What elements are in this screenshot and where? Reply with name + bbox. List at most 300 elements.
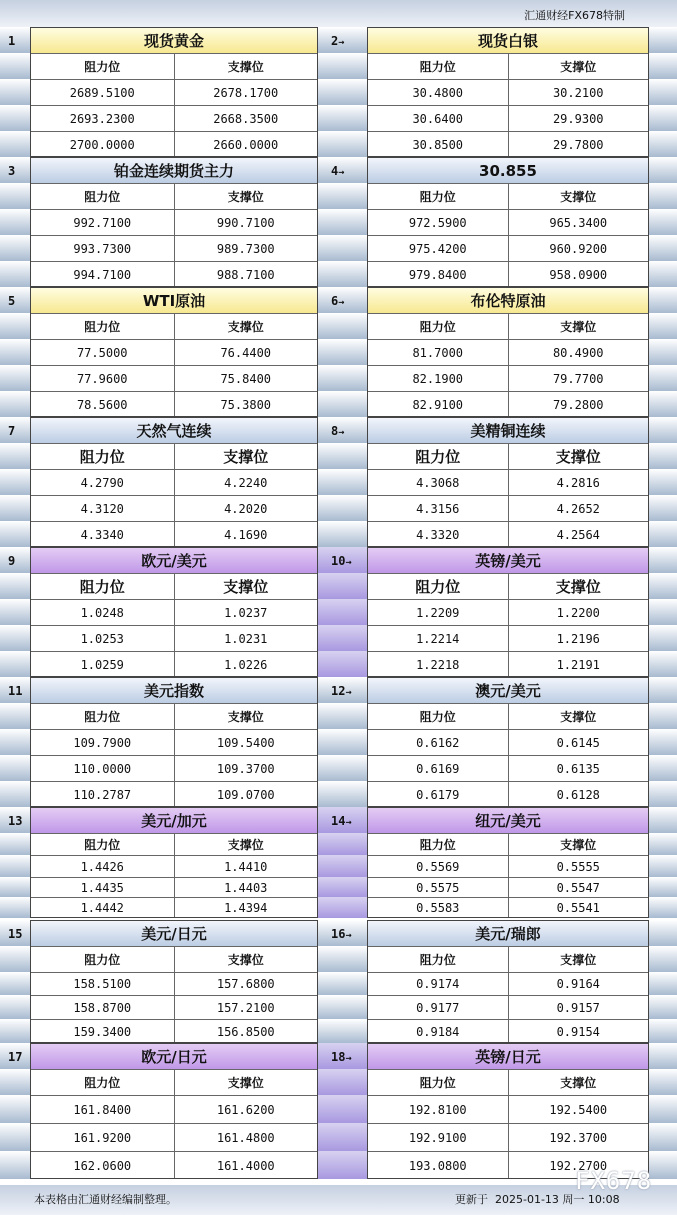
table-row (368, 995, 648, 1019)
panel-9 (30, 547, 318, 677)
panel-title: 美精铜连续 (368, 417, 648, 443)
table-row (31, 651, 317, 677)
support-label: 支撑位 (508, 1070, 649, 1095)
support-value: 1.2191 (508, 652, 649, 677)
resistance-value: 0.9174 (416, 977, 460, 991)
resistance-label: 阻力位 (419, 710, 456, 724)
gutter-cell (0, 53, 30, 79)
gutter-cell (317, 365, 367, 391)
support-value: 157.6800 (174, 973, 318, 995)
panel-number (331, 684, 351, 698)
gutter-cell (649, 833, 677, 855)
gutter-cell (317, 946, 367, 972)
gutter-cell (0, 443, 30, 469)
gutter-cell (0, 599, 30, 625)
table-row (31, 261, 317, 287)
gutter-cell (0, 833, 30, 855)
panel-title: 现货白银 (368, 27, 648, 53)
support-value: 75.3800 (174, 392, 318, 417)
gutter-cell (649, 1095, 677, 1123)
support-label: 支撑位 (174, 704, 318, 729)
gutter-cell (649, 599, 677, 625)
table-row (31, 131, 317, 157)
support-label: 支撑位 (508, 574, 649, 599)
gutter-cell (649, 729, 677, 755)
resistance-value: 78.5600 (76, 397, 128, 412)
resistance-value: 109.7900 (73, 735, 132, 750)
resistance-value: 162.0600 (73, 1158, 132, 1173)
resistance-value: 81.7000 (412, 345, 464, 360)
table-row (31, 495, 317, 521)
panel-number (331, 927, 351, 941)
support-value: 75.8400 (174, 366, 318, 391)
support-value: 29.9300 (508, 106, 649, 131)
support-label: 支撑位 (174, 184, 318, 209)
resistance-value: 30.8500 (412, 137, 464, 152)
gutter-cell (649, 1069, 677, 1095)
resistance-value: 1.4442 (80, 901, 124, 915)
gutter-cell (649, 1151, 677, 1179)
support-label: 支撑位 (508, 184, 649, 209)
panel-number (8, 164, 15, 178)
table-row (368, 261, 648, 287)
table-row (31, 1151, 317, 1179)
gutter-cell (0, 781, 30, 807)
resistance-label: 阻力位 (84, 953, 121, 967)
support-label: 支撑位 (508, 834, 649, 855)
table-row (31, 1019, 317, 1043)
resistance-value: 4.3340 (80, 527, 124, 542)
panel-title: 澳元/美元 (368, 677, 648, 703)
gutter-cell (649, 946, 677, 972)
panel-10 (367, 547, 649, 677)
panel-number-text: 3 (8, 164, 16, 178)
table-row (368, 391, 648, 417)
resistance-value: 0.6162 (416, 735, 460, 750)
table-row (31, 1095, 317, 1123)
gutter-cell (649, 1123, 677, 1151)
label-row (31, 183, 317, 209)
gutter-cell (317, 53, 367, 79)
panel-18 (367, 1043, 649, 1179)
left-gutter (0, 27, 30, 1181)
resistance-label: 阻力位 (84, 1076, 121, 1090)
panel-14 (367, 807, 649, 918)
resistance-value: 2689.5100 (69, 85, 135, 100)
support-value: 4.2652 (508, 496, 649, 521)
resistance-label: 阻力位 (419, 190, 456, 204)
gutter-cell (317, 235, 367, 261)
table-row (368, 781, 648, 807)
table-row (368, 209, 648, 235)
gutter-cell (649, 183, 677, 209)
support-value: 0.5555 (508, 856, 649, 877)
support-value: 990.7100 (174, 210, 318, 235)
table-row (31, 339, 317, 365)
gutter-cell (649, 27, 677, 53)
panel-4 (367, 157, 649, 287)
gutter-cell (649, 339, 677, 365)
panel-number-text: 5 (8, 294, 16, 308)
panel-number (8, 684, 22, 698)
panel-title: 美元/瑞郎 (368, 920, 648, 946)
panel-5 (30, 287, 318, 417)
table-row (31, 781, 317, 807)
resistance-value: 192.8100 (408, 1102, 467, 1117)
panel-8 (367, 417, 649, 547)
gutter-cell (0, 105, 30, 131)
panel-number (331, 294, 344, 308)
gutter-cell (317, 625, 367, 651)
label-row (368, 1069, 648, 1095)
panel-15 (30, 920, 318, 1043)
panel-number-text: 1 (8, 34, 16, 48)
gutter-cell (317, 469, 367, 495)
table-row (31, 521, 317, 547)
panel-number-text: 8 (331, 424, 339, 438)
panel-number (331, 554, 351, 568)
support-value: 2660.0000 (174, 132, 318, 157)
resistance-value: 4.3156 (416, 501, 460, 516)
panel-title: 英镑/日元 (368, 1043, 648, 1069)
gutter-cell (0, 573, 30, 599)
support-label: 支撑位 (508, 314, 649, 339)
resistance-value: 193.0800 (408, 1158, 467, 1173)
gutter-cell (0, 877, 30, 897)
arrow-icon: → (338, 167, 345, 178)
label-row (31, 573, 317, 599)
resistance-value: 110.0000 (73, 761, 132, 776)
label-row (368, 183, 648, 209)
panel-number-text: 15 (8, 927, 23, 941)
support-value: 965.3400 (508, 210, 649, 235)
gutter-cell (317, 599, 367, 625)
gutter-cell (317, 897, 367, 918)
resistance-value: 1.2218 (416, 657, 460, 672)
panel-title: 英镑/美元 (368, 547, 648, 573)
gutter-cell (0, 79, 30, 105)
panel-title: 30.855 (368, 157, 648, 183)
panel-number-text: 11 (8, 684, 23, 698)
gutter-cell (317, 995, 367, 1019)
panel-number (331, 164, 344, 178)
resistance-value: 975.4200 (408, 241, 467, 256)
support-label: 支撑位 (174, 834, 318, 855)
resistance-value: 77.9600 (76, 371, 128, 386)
gutter-cell (0, 339, 30, 365)
gutter-cell (317, 755, 367, 781)
panel-number (8, 1050, 22, 1064)
arrow-icon: → (345, 687, 352, 698)
table-row (31, 105, 317, 131)
table-row (31, 897, 317, 918)
resistance-value: 1.0253 (80, 631, 124, 646)
gutter-cell (649, 313, 677, 339)
gutter-cell (649, 521, 677, 547)
support-value: 192.5400 (508, 1096, 649, 1123)
gutter-cell (317, 729, 367, 755)
table-row (31, 625, 317, 651)
support-value: 79.7700 (508, 366, 649, 391)
support-value: 80.4900 (508, 340, 649, 365)
gutter-cell (649, 703, 677, 729)
gutter-cell (0, 313, 30, 339)
panel-12 (367, 677, 649, 807)
label-row (368, 573, 648, 599)
table-row (31, 209, 317, 235)
resistance-label: 阻力位 (419, 320, 456, 334)
resistance-label: 阻力位 (84, 838, 121, 852)
gutter-cell (649, 417, 677, 443)
gutter-cell (649, 261, 677, 287)
support-value: 1.2196 (508, 626, 649, 651)
resistance-label: 阻力位 (415, 578, 461, 596)
support-value: 161.6200 (174, 1096, 318, 1123)
support-value: 958.0900 (508, 262, 649, 287)
resistance-label: 阻力位 (84, 320, 121, 334)
support-label: 支撑位 (174, 947, 318, 972)
panel-6 (367, 287, 649, 417)
table-row (368, 1019, 648, 1043)
support-value: 0.9164 (508, 973, 649, 995)
support-value: 0.6135 (508, 756, 649, 781)
panel-title: 美元指数 (31, 677, 317, 703)
table-row (368, 495, 648, 521)
gutter-cell (649, 469, 677, 495)
gutter-cell (0, 495, 30, 521)
support-value: 109.5400 (174, 730, 318, 755)
gutter-cell (317, 573, 367, 599)
support-label: 支撑位 (508, 54, 649, 79)
resistance-value: 82.1900 (412, 371, 464, 386)
panel-number-text: 4 (331, 164, 339, 178)
table-row (368, 729, 648, 755)
gutter-cell (317, 105, 367, 131)
support-value: 30.2100 (508, 80, 649, 105)
arrow-icon: → (338, 37, 345, 48)
resistance-value: 992.7100 (73, 215, 132, 230)
resistance-label: 阻力位 (419, 838, 456, 852)
panel-3 (30, 157, 318, 287)
resistance-value: 30.6400 (412, 111, 464, 126)
support-value: 0.5547 (508, 878, 649, 897)
gutter-cell (649, 209, 677, 235)
panel-7 (30, 417, 318, 547)
resistance-value: 4.3120 (80, 501, 124, 516)
gutter-cell (649, 443, 677, 469)
resistance-label: 阻力位 (84, 60, 121, 74)
gutter-cell (649, 755, 677, 781)
panel-title: 布伦特原油 (368, 287, 648, 313)
table-row (368, 131, 648, 157)
gutter-cell (317, 313, 367, 339)
panel-number (8, 34, 15, 48)
support-value: 76.4400 (174, 340, 318, 365)
table-row (31, 755, 317, 781)
gutter-cell (317, 261, 367, 287)
gutter-cell (649, 573, 677, 599)
right-gutter (649, 27, 677, 1181)
arrow-icon: → (345, 557, 352, 568)
gutter-cell (0, 469, 30, 495)
gutter-cell (0, 131, 30, 157)
panel-title: 美元/加元 (31, 807, 317, 833)
panel-number-text: 10 (331, 554, 346, 568)
support-value: 4.2240 (174, 470, 318, 495)
gutter-cell (0, 1151, 30, 1179)
header-bar (0, 0, 677, 27)
table-row (368, 972, 648, 995)
panel-title: 铂金连续期货主力 (31, 157, 317, 183)
gutter-cell (0, 1069, 30, 1095)
table-row (368, 897, 648, 918)
table-row (368, 521, 648, 547)
support-value: 192.3700 (508, 1124, 649, 1151)
support-value: 192.2700 (508, 1152, 649, 1179)
support-value: 989.7300 (174, 236, 318, 261)
support-value: 161.4000 (174, 1152, 318, 1179)
resistance-label: 阻力位 (419, 1076, 456, 1090)
arrow-icon: → (345, 817, 352, 828)
gutter-cell (649, 157, 677, 183)
table-row (31, 1123, 317, 1151)
resistance-value: 2693.2300 (69, 111, 135, 126)
support-value: 960.9200 (508, 236, 649, 261)
gutter-cell (317, 495, 367, 521)
panel-bottom-border (368, 917, 648, 918)
label-row (368, 946, 648, 972)
support-value: 4.2020 (174, 496, 318, 521)
panel-number (8, 554, 15, 568)
gutter-cell (649, 547, 677, 573)
table-row (368, 1095, 648, 1123)
gutter-cell (0, 521, 30, 547)
resistance-value: 158.8700 (73, 1000, 132, 1015)
table-row (31, 995, 317, 1019)
table-row (31, 79, 317, 105)
resistance-value: 82.9100 (412, 397, 464, 412)
support-value: 156.8500 (174, 1020, 318, 1043)
gutter-cell (649, 855, 677, 877)
gutter-cell (317, 521, 367, 547)
gutter-cell (0, 1019, 30, 1043)
label-row (368, 313, 648, 339)
panel-number (8, 814, 22, 828)
panel-title: 美元/日元 (31, 920, 317, 946)
support-label: 支撑位 (174, 574, 318, 599)
resistance-value: 2700.0000 (69, 137, 135, 152)
gutter-cell (649, 972, 677, 995)
gutter-cell (317, 877, 367, 897)
gutter-cell (0, 855, 30, 877)
support-value: 988.7100 (174, 262, 318, 287)
panel-number-text: 14 (331, 814, 346, 828)
support-label: 支撑位 (174, 1070, 318, 1095)
footer-update-time: 更新于 2025-01-13 周一 10:08 (455, 1193, 620, 1206)
header-text: 汇通财经FX678特制 (524, 9, 625, 22)
table-row (368, 79, 648, 105)
arrow-icon: → (338, 297, 345, 308)
gutter-cell (649, 625, 677, 651)
resistance-label: 阻力位 (84, 190, 121, 204)
support-value: 1.4403 (174, 878, 318, 897)
gutter-cell (0, 365, 30, 391)
panel-17 (30, 1043, 318, 1179)
panel-number (8, 294, 15, 308)
label-row (368, 703, 648, 729)
arrow-icon: → (345, 930, 352, 941)
table-row (31, 729, 317, 755)
gutter-cell (649, 365, 677, 391)
support-value: 1.0226 (174, 652, 318, 677)
resistance-value: 161.8400 (73, 1102, 132, 1117)
gutter-cell (317, 855, 367, 877)
resistance-label: 阻力位 (419, 953, 456, 967)
gutter-cell (0, 729, 30, 755)
panel-number-text: 9 (8, 554, 16, 568)
gutter-cell (317, 443, 367, 469)
resistance-label: 阻力位 (79, 448, 125, 466)
panel-number-text: 13 (8, 814, 23, 828)
panel-number (331, 34, 344, 48)
gutter-cell (0, 183, 30, 209)
gutter-cell (0, 651, 30, 677)
panel-number-text: 7 (8, 424, 16, 438)
gutter-cell (649, 1043, 677, 1069)
panel-title: 欧元/美元 (31, 547, 317, 573)
support-value: 79.2800 (508, 392, 649, 417)
resistance-value: 161.9200 (73, 1130, 132, 1145)
panel-number (331, 1050, 351, 1064)
label-row (31, 946, 317, 972)
gutter-cell (317, 339, 367, 365)
resistance-value: 4.3068 (416, 475, 460, 490)
gutter-cell (649, 131, 677, 157)
arrow-icon: → (338, 427, 345, 438)
table-row (31, 877, 317, 897)
support-value: 0.5541 (508, 898, 649, 918)
gutter-cell (317, 651, 367, 677)
resistance-value: 1.4435 (80, 880, 124, 895)
gutter-cell (317, 79, 367, 105)
gutter-cell (0, 946, 30, 972)
table-row (368, 877, 648, 897)
gutter-cell (649, 79, 677, 105)
label-row (31, 53, 317, 79)
gutter-cell (0, 209, 30, 235)
panel-number-text: 12 (331, 684, 346, 698)
gutter-cell (649, 920, 677, 946)
support-label: 支撑位 (174, 314, 318, 339)
table-row (368, 105, 648, 131)
gutter-cell (649, 391, 677, 417)
gutter-cell (649, 53, 677, 79)
gutter-cell (649, 677, 677, 703)
table-row (368, 365, 648, 391)
gutter-cell (649, 287, 677, 313)
label-row (31, 443, 317, 469)
gutter-cell (317, 833, 367, 855)
resistance-value: 30.4800 (412, 85, 464, 100)
table-row (31, 391, 317, 417)
resistance-value: 4.3320 (416, 527, 460, 542)
support-value: 0.6145 (508, 730, 649, 755)
footer-bar (0, 1167, 677, 1215)
gutter-cell (0, 972, 30, 995)
gutter-cell (317, 781, 367, 807)
support-value: 157.2100 (174, 996, 318, 1019)
label-row (31, 1069, 317, 1095)
